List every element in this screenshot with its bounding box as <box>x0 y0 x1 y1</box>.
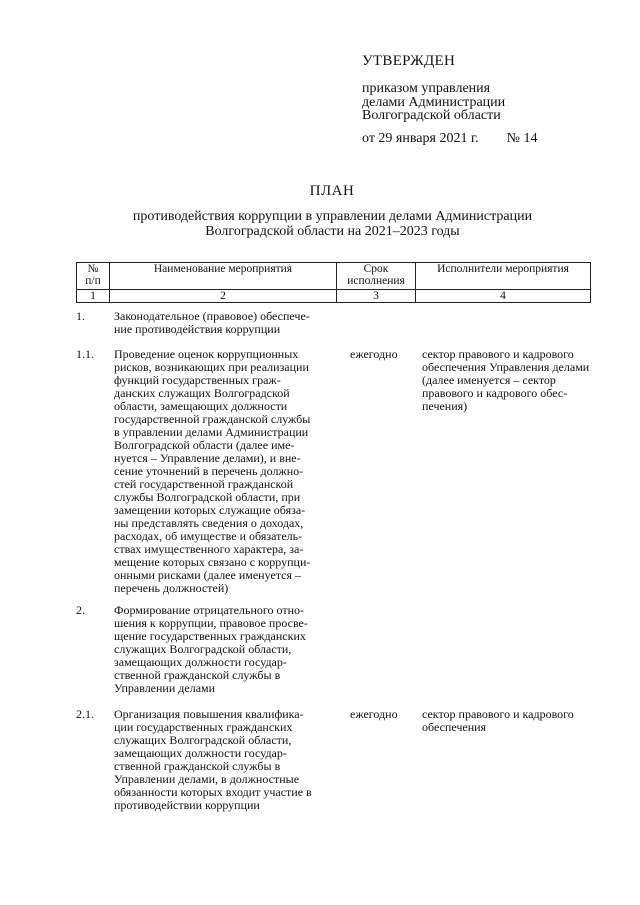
approval-line: Волгоградской области <box>362 108 501 123</box>
row-number: 1. <box>76 309 85 323</box>
header-row <box>77 263 591 290</box>
row-name-line: Формирование отрицательного отно- <box>114 603 304 617</box>
header-index: 3 <box>337 290 416 303</box>
header-name: Наименование мероприятия <box>110 263 337 290</box>
approval-line: приказом управления <box>362 81 491 96</box>
row-name-line: мещение которых связано с коррупци- <box>114 555 311 569</box>
plan-subtitle-line: Волгоградской области на 2021–2023 годы <box>205 224 460 239</box>
row-name-line: стей государственной гражданской <box>114 477 294 491</box>
header-num-line: № <box>87 263 99 275</box>
row-name-line: функций государственных граж- <box>114 373 281 387</box>
row-name-line: в управлении делами Администрации <box>114 425 309 439</box>
row-name <box>114 604 330 695</box>
row-name-line: Управлении делами, в должностные <box>114 772 300 786</box>
row-name-line: щение государственных гражданских <box>114 629 306 643</box>
row-number: 2. <box>76 603 85 617</box>
row-exec-line: сектор правового и кадрового <box>422 347 574 361</box>
row-name-line: онными рисками (далее именуется – <box>114 568 302 582</box>
row-number: 2.1. <box>76 707 94 721</box>
row-name-line: расходах, об имуществе и обязатель- <box>114 529 303 543</box>
approval-title: УТВЕРЖДЕН <box>362 53 456 69</box>
header-term-line: Срок <box>363 263 389 275</box>
row-term: ежегодно <box>350 707 398 721</box>
header-table <box>76 262 591 303</box>
approval-date <box>362 131 537 147</box>
header-exec: Исполнители мероприятия <box>416 263 591 290</box>
row-name-line: замещающих должности государ- <box>114 746 287 760</box>
row-exec-line: обеспечения Управления делами <box>422 360 590 374</box>
row-name-line: службы Волгоградской области, при <box>114 490 301 504</box>
row-name-line: государственной гражданской службы <box>114 412 311 426</box>
header-index: 4 <box>416 290 591 303</box>
row-name-line: противодействии коррупции <box>114 798 260 812</box>
row-term: ежегодно <box>350 347 398 361</box>
row-name-line: перечень должностей) <box>114 581 229 595</box>
row-name-line: Организация повышения квалифика- <box>114 707 304 721</box>
plan-subtitle-line: противодействия коррупции в управлении делами Администрации <box>132 209 533 224</box>
header-num <box>77 263 110 290</box>
row-name-line: области, замещающих должности <box>114 399 288 413</box>
row-exec-line: сектор правового и кадрового <box>422 707 574 721</box>
row-name-line: замещающих должности государ- <box>114 655 287 669</box>
row-name <box>114 348 330 595</box>
header-index-row <box>77 290 591 303</box>
plan-subtitle <box>110 209 555 239</box>
row-name-line: ственной гражданской службы в <box>114 668 281 682</box>
header-term-line: исполнения <box>347 275 405 287</box>
row-name-line: ны представлять сведения о доходах, <box>114 516 304 530</box>
row-name-line: замещении которых служащие обяза- <box>114 503 306 517</box>
row-executors <box>422 348 594 413</box>
row-name-line: рисков, возникающих при реализации <box>114 360 309 374</box>
row-name-line: сение уточнений в перечень должно- <box>114 464 304 478</box>
row-exec-line: правового и кадрового обес- <box>422 386 568 400</box>
plan-title: ПЛАН <box>309 183 355 199</box>
row-name-line: служащих Волгоградской области, <box>114 642 292 656</box>
header-num-line: п/п <box>85 275 101 287</box>
header-index: 1 <box>77 290 110 303</box>
row-executors <box>422 708 594 734</box>
row-name-line: ственной гражданской службы в <box>114 759 281 773</box>
row-exec-line: обеспечения <box>422 720 487 734</box>
row-name-line: служащих Волгоградской области, <box>114 733 292 747</box>
approval-number: № 14 <box>506 131 538 146</box>
row-name-line: ние противодействия коррупции <box>114 322 281 336</box>
row-exec-line: (далее именуется – сектор <box>422 373 556 387</box>
approval-line: делами Администрации <box>362 95 506 110</box>
row-number: 1.1. <box>76 347 94 361</box>
row-name <box>114 708 330 812</box>
row-name-line: данских служащих Волгоградской <box>114 386 290 400</box>
row-name-line: нуется – Управление делами), и вне- <box>114 451 301 465</box>
row-name-line: шения к коррупции, правовое просве- <box>114 616 308 630</box>
header-index: 2 <box>110 290 337 303</box>
row-name-line: ствах имущественного характера, за- <box>114 542 304 556</box>
row-name <box>114 310 330 336</box>
row-name-line: Управлении делами <box>114 681 216 695</box>
row-name-line: Законодательное (правовое) обеспече- <box>114 309 310 323</box>
approval-date-text: от 29 января 2021 г. <box>362 131 479 146</box>
row-name-line: Проведение оценок коррупционных <box>114 347 299 361</box>
row-name-line: ции государственных гражданских <box>114 720 293 734</box>
row-name-line: обязанности которых входит участие в <box>114 785 312 799</box>
row-name-line: Волгоградской области (далее име- <box>114 438 295 452</box>
row-exec-line: печения) <box>422 399 468 413</box>
header-term <box>337 263 416 290</box>
